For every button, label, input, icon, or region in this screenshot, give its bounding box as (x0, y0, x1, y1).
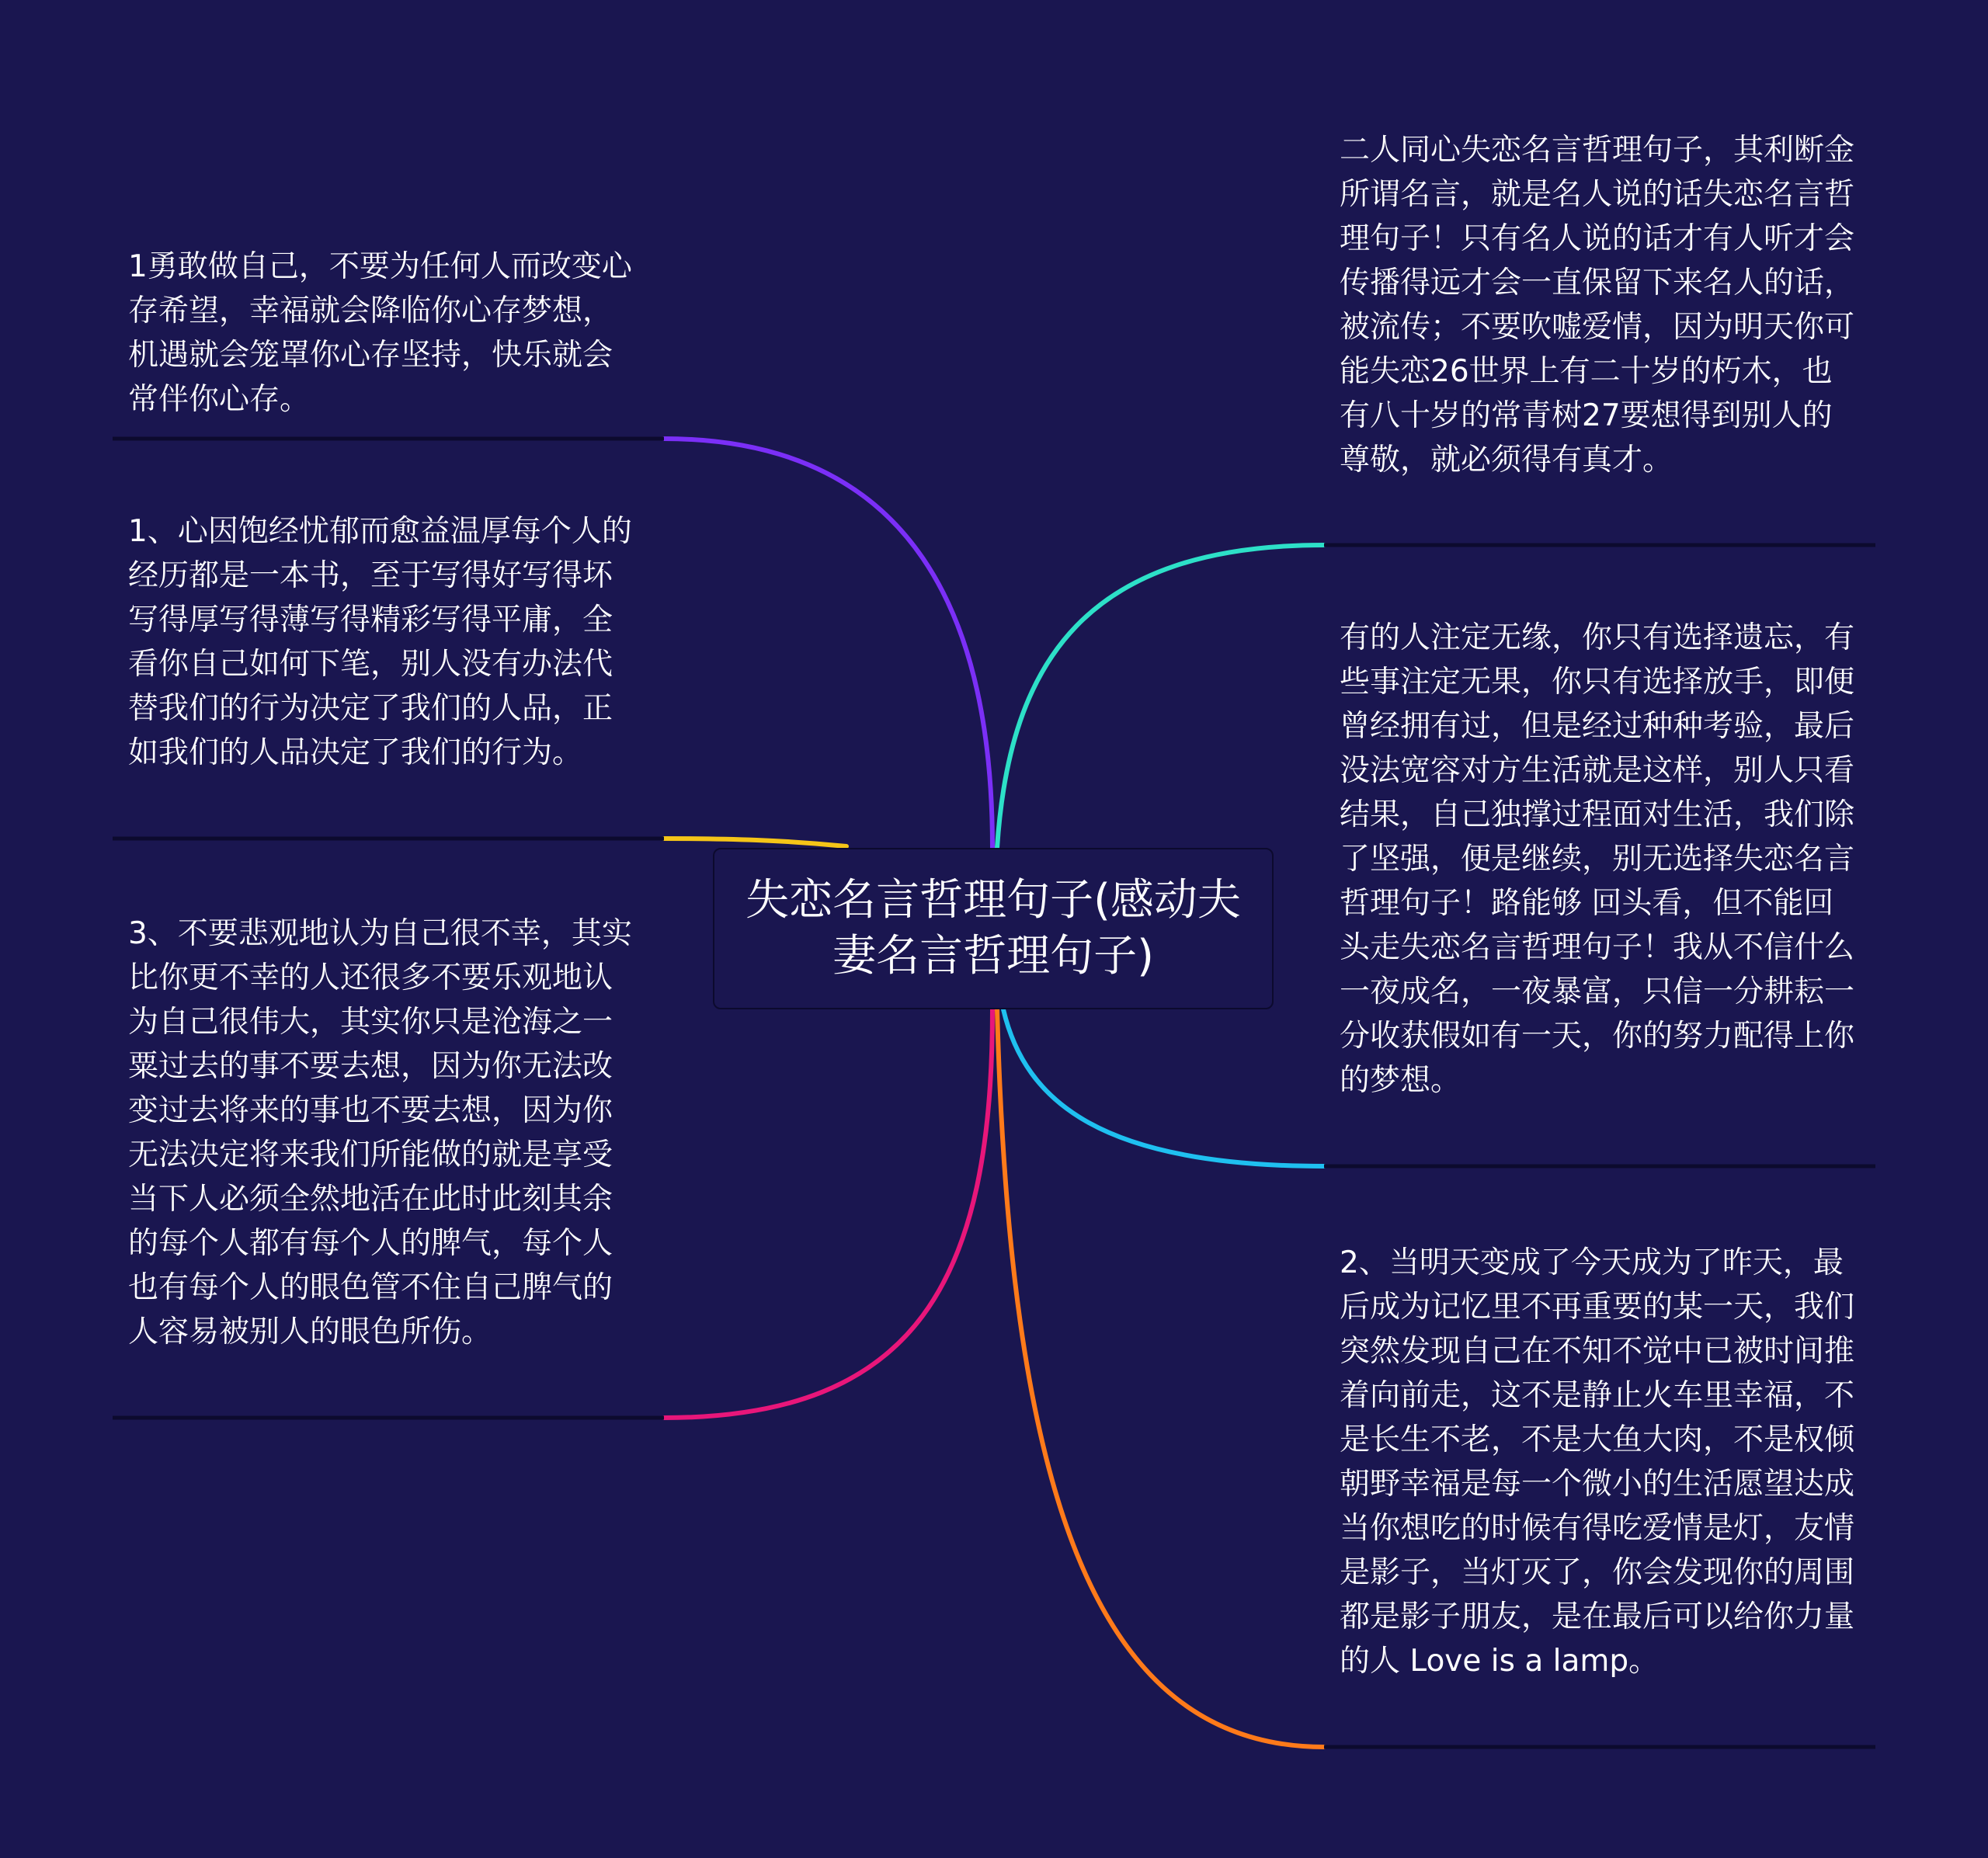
branch-connector-right-1 (997, 545, 1324, 848)
branch-topic-right-3[interactable]: 2、当明天变成了今天成为了昨天，最后成为记忆里不再重要的某一天，我们突然发现自己在不知不觉中已被时间推着向前走，这不是静止火车里幸福，不是长生不老，不是大鱼大肉，不是权倾朝野幸福是每一个微小的生活愿望达成当你想吃的时候有得吃爱情是灯，友情是影子，当灯灭了，你会发现你的周围都是影子朋友，是在最后可以给你力量的人 Love is a lamp。 (1340, 1245, 1855, 1679)
center-topic-label: 失恋名言哲理句子(感动夫妻名言哲理句子) (746, 875, 1241, 981)
branch-connector-right-2 (1003, 1009, 1324, 1166)
branch-topic-right-1[interactable]: 二人同心失恋名言哲理句子，其利断金 所谓名言，就是名人说的话失恋名言哲理句子！只有名人说的话才有人听才会传播得远才会一直保留下来名人的话，被流传；不要吹嘘爱情，因为明天你可能失恋26世界上有二十岁的朽木，也有八十岁的常青树27要想得到别人的尊敬，就必须得有真才。 (1340, 133, 1855, 478)
branch-connector-left-3 (664, 1009, 992, 1418)
branch-connector-left-1 (664, 439, 992, 848)
branch-connector-left-2 (664, 839, 846, 846)
branch-topic-left-3[interactable]: 3、不要悲观地认为自己很不幸，其实比你更不幸的人还很多不要乐观地认为自己很伟大，其实你只是沧海之一粟过去的事不要去想，因为你无法改变过去将来的事也不要去想，因为你无法决定将来我们所能做的就是享受当下人必须全然地活在此时此刻其余的每个人都有每个人的脾气，每个人也有每个人的眼色管不住自己脾气的人容易被别人的眼色所伤。 (128, 916, 632, 1349)
branch-topic-left-2[interactable]: 1、心因饱经忧郁而愈益温厚每个人的经历都是一本书，至于写得好写得坏写得厚写得薄写得精彩写得平庸，全看你自己如何下笔，别人没有办法代替我们的行为决定了我们的人品，正如我们的人品决定了我们的行为。 (128, 514, 632, 770)
branch-topic-left-1[interactable]: 1勇敢做自己，不要为任何人而改变心存希望，幸福就会降临你心存梦想，机遇就会笼罩你心存坚持，快乐就会常伴你心存。 (128, 249, 632, 417)
branch-connector-right-3 (997, 1009, 1324, 1747)
branch-topic-right-2[interactable]: 有的人注定无缘，你只有选择遗忘，有些事注定无果，你只有选择放手，即便曾经拥有过，但是经过种种考验，最后没法宽容对方生活就是这样，别人只看结果，自己独撑过程面对生活，我们除了坚强，便是继续，别无选择失恋名言哲理句子！路能够 回头看，但不能回头走失恋名言哲理句子！我从不信什么一夜成名，一夜暴富，只信一分耕耘一分收获假如有一天，你的努力配得上你的梦想。 (1340, 620, 1855, 1098)
center-topic[interactable] (713, 848, 1274, 1009)
